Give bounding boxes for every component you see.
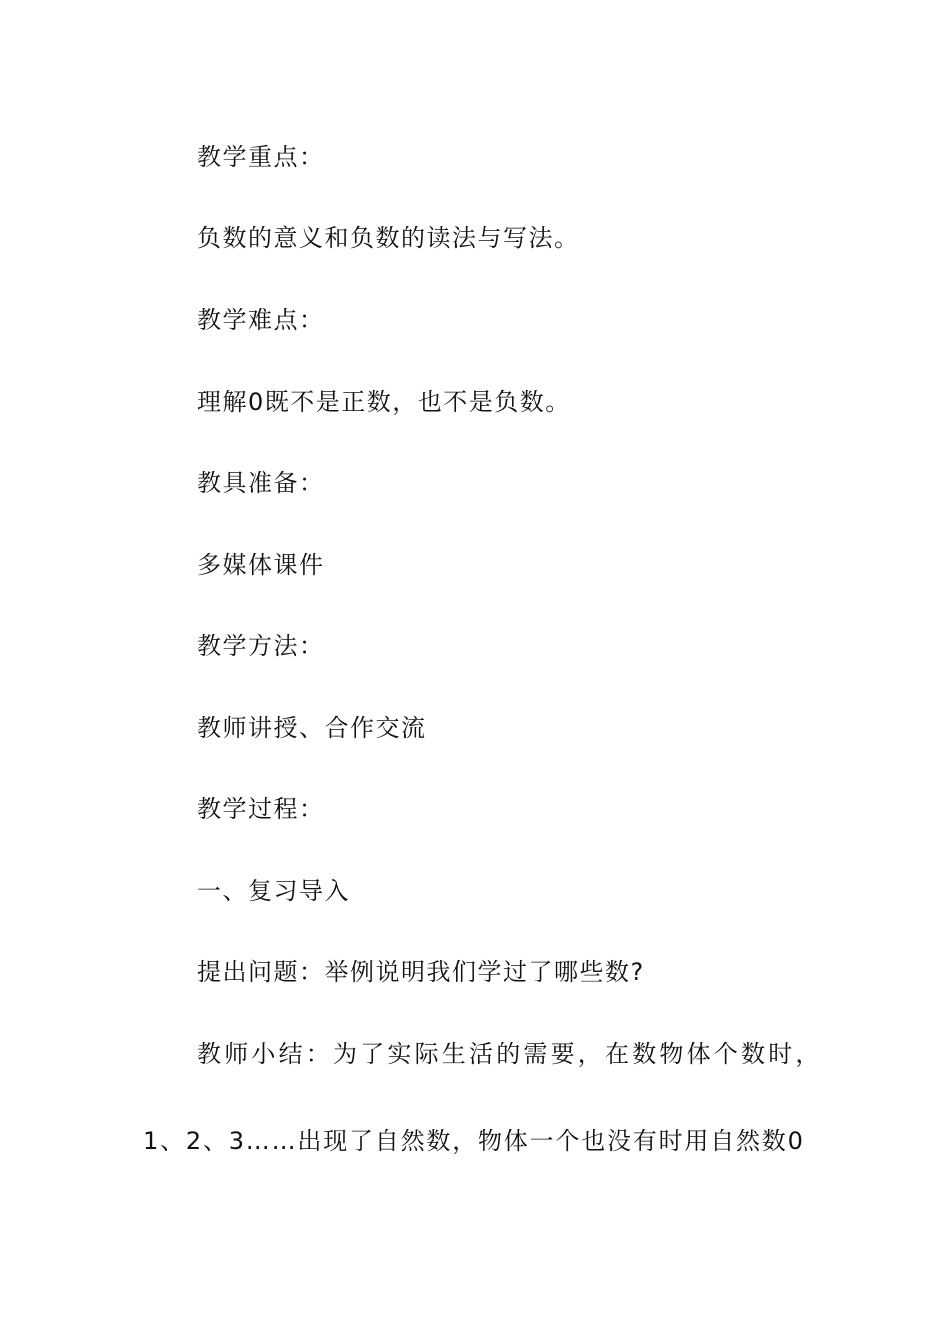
paragraph-summary: 教师小结：为了实际生活的需要，在数物体个数时，	[197, 1040, 823, 1068]
heading-teaching-methods: 教学方法：	[197, 632, 325, 660]
paragraph-difficulties: 理解0既不是正数，也不是负数。	[197, 388, 571, 416]
heading-key-points: 教学重点：	[197, 143, 325, 171]
paragraph-teaching-aids: 多媒体课件	[197, 551, 325, 579]
paragraph-question: 提出问题：举例说明我们学过了哪些数?	[197, 958, 645, 986]
heading-teaching-process: 教学过程：	[197, 795, 325, 823]
paragraph-key-points: 负数的意义和负数的读法与写法。	[197, 224, 580, 252]
heading-difficulties: 教学难点：	[197, 306, 325, 334]
paragraph-summary-continued: 1、2、3……出现了自然数，物体一个也没有时用自然数0	[143, 1127, 805, 1155]
section-review-intro: 一、复习导入	[197, 877, 350, 905]
heading-teaching-aids: 教具准备：	[197, 469, 325, 497]
paragraph-teaching-methods: 教师讲授、合作交流	[197, 714, 427, 742]
